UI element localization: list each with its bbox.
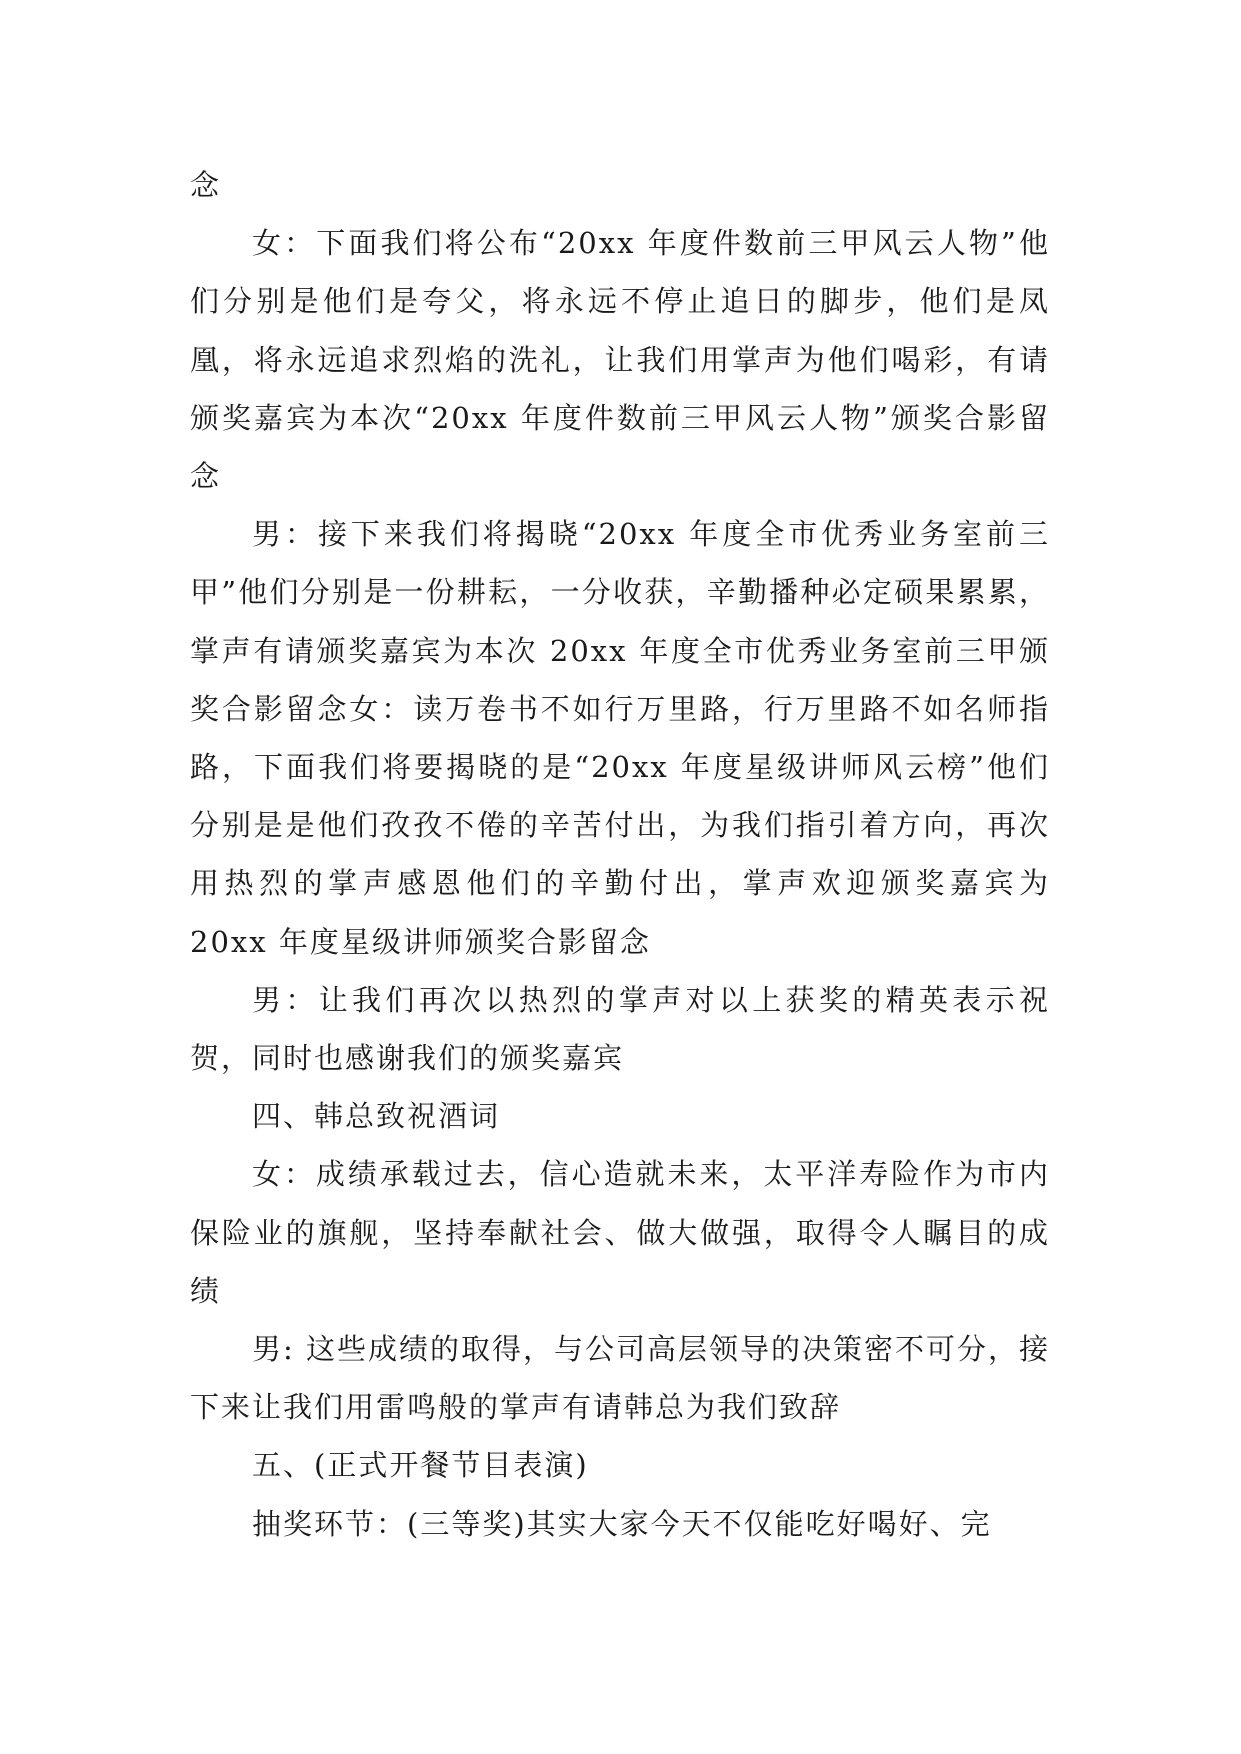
section-heading-5: 五、(正式开餐节目表演) xyxy=(252,1448,589,1483)
document-body xyxy=(190,156,1050,1553)
section-heading-4: 四、韩总致祝酒词 xyxy=(252,1099,501,1134)
paragraph-2: 女：下面我们将公布“20xx 年度件数前三甲风云人物”他们分别是他们是夸父，将永远不停止追日的脚步，他们是凤凰，将永远追求烈焰的洗礼，让我们用掌声为他们喝彩，有请颁奖嘉宾为本次“20xx 年度件数前三甲风云人物”颁奖合影留念 xyxy=(190,226,1050,494)
paragraph-3: 男：接下来我们将揭晓“20xx 年度全市优秀业务室前三甲”他们分别是一份耕耘，一分收获，辛勤播种必定硕果累累，掌声有请颁奖嘉宾为本次 20xx 年度全市优秀业务室前三甲颁奖合影留念女：读万卷书不如行万里路，行万里路不如名师指路，下面我们将要揭晓的是“20xx 年度星级讲师风云榜”他们分别是是他们孜孜不倦的辛苦付出，为我们指引着方向，再次用热烈的掌声感恩他们的辛勤付出，掌声欢迎颁奖嘉宾为 20xx 年度星级讲师颁奖合影留念 xyxy=(190,517,1050,959)
paragraph-1: 念 xyxy=(190,168,222,202)
paragraph-6: 女：成绩承载过去，信心造就未来，太平洋寿险作为市内保险业的旗舰，坚持奉献社会、做大做强，取得令人瞩目的成绩 xyxy=(190,1157,1050,1308)
paragraph-7: 男: 这些成绩的取得，与公司高层领导的决策密不可分，接下来让我们用雷鸣般的掌声有请韩总为我们致辞 xyxy=(190,1332,1050,1425)
paragraph-4: 男：让我们再次以热烈的掌声对以上获奖的精英表示祝贺，同时也感谢我们的颁奖嘉宾 xyxy=(190,982,1050,1076)
paragraph-9: 抽奖环节：(三等奖)其实大家今天不仅能吃好喝好、完 xyxy=(252,1506,992,1541)
